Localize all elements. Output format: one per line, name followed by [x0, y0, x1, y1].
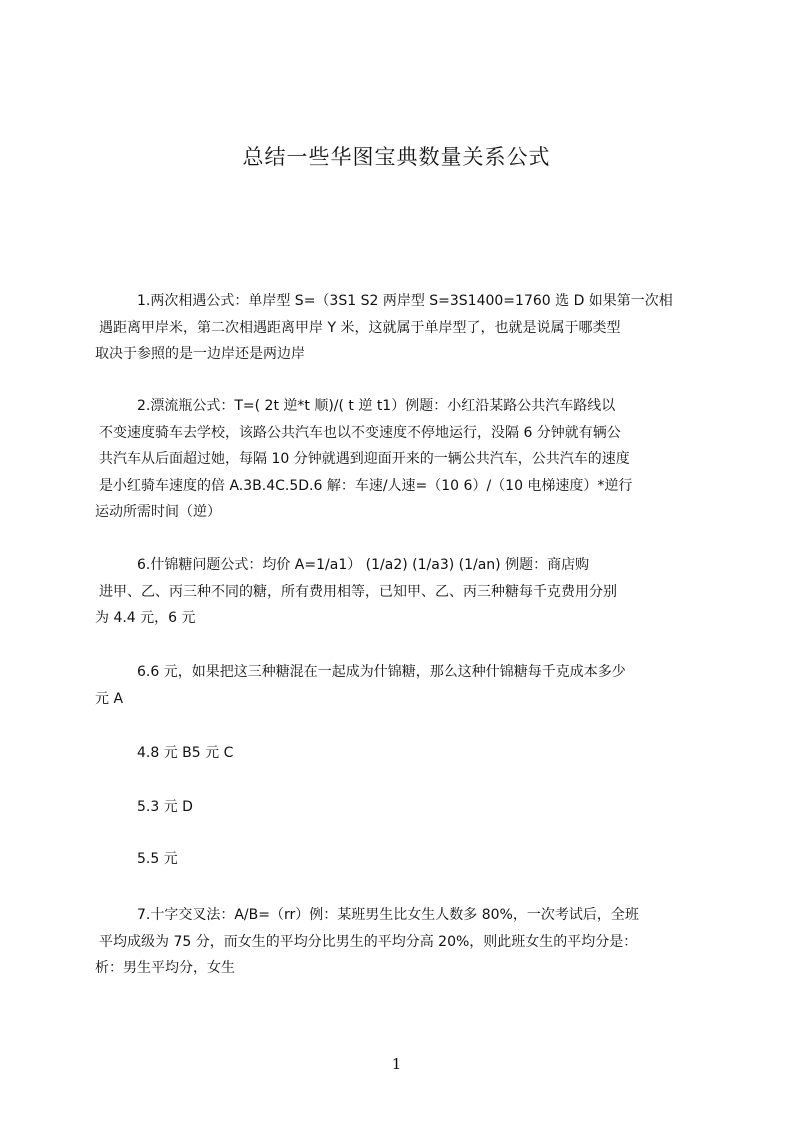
paragraph-line: 1.两次相遇公式：单岸型 S=（3S1 S2 两岸型 S=3S1400=1760 选 D 如果第一次相	[137, 293, 673, 309]
paragraph-1	[95, 288, 700, 368]
document-title: 总结一些华图宝典数量关系公式	[242, 145, 551, 169]
paragraph-line: 5.3 元 D	[137, 799, 193, 815]
paragraph-line: 取决于参照的是一边岸还是两边岸	[95, 346, 305, 362]
paragraph-line: 6.什锦糖问题公式：均价 A=1/a1） (1/a2) (1/a3) (1/an) 例题：商店购	[137, 557, 590, 573]
paragraph-line: 5.5 元	[137, 851, 178, 867]
page-number: 1	[391, 1055, 402, 1073]
paragraph-8	[95, 902, 700, 982]
paragraph-5	[95, 740, 700, 767]
paragraph-line: 是小红骑车速度的倍 A.3B.4C.5D.6 解：车速/人速=（10 6）/（10 电梯速度）*逆行	[99, 477, 633, 494]
paragraph-line: 运动所需时间（逆）	[95, 504, 221, 520]
paragraph-4	[95, 659, 700, 712]
paragraph-line: 6.6 元，如果把这三种糖混在一起成为什锦糖，那么这种什锦糖每千克成本多少	[137, 664, 626, 680]
paragraph-6	[95, 794, 700, 821]
paragraph-line: 遇距离甲岸米，第二次相遇距离甲岸 Y 米，这就属于单岸型了，也就是说属于哪类型	[99, 319, 621, 336]
paragraph-line: 2.漂流瓶公式：T=( 2t 逆*t 顺)/( t 逆 t1）例题：小红沿某路公共汽车路线以	[137, 398, 616, 414]
paragraph-line: 析：男生平均分，女生	[95, 960, 235, 976]
paragraph-2	[95, 393, 700, 526]
paragraph-line: 平均成级为 75 分，而女生的平均分比男生的平均分高 20%，则此班女生的平均分是：	[99, 933, 638, 950]
paragraph-line: 4.8 元 B5 元 C	[137, 745, 234, 761]
paragraph-line: 为 4.4 元，6 元	[95, 610, 196, 626]
paragraph-line: 进甲、乙、丙三种不同的糖，所有费用相等，已知甲、乙、丙三种糖每千克费用分别	[99, 583, 617, 600]
paragraph-line: 元 A	[95, 690, 124, 707]
paragraph-line: 不变速度骑车去学校，该路公共汽车也以不变速度不停地运行，没隔 6 分钟就有辆公	[99, 424, 621, 441]
paragraph-line: 共汽车从后面超过她，每隔 10 分钟就遇到迎面开来的一辆公共汽车，公共汽车的速度	[99, 451, 630, 467]
paragraph-line: 7.十字交叉法：A/B=（rr）例：某班男生比女生人数多 80%，一次考试后，全班	[137, 907, 639, 923]
paragraph-3	[95, 552, 700, 632]
paragraph-7	[95, 846, 700, 873]
